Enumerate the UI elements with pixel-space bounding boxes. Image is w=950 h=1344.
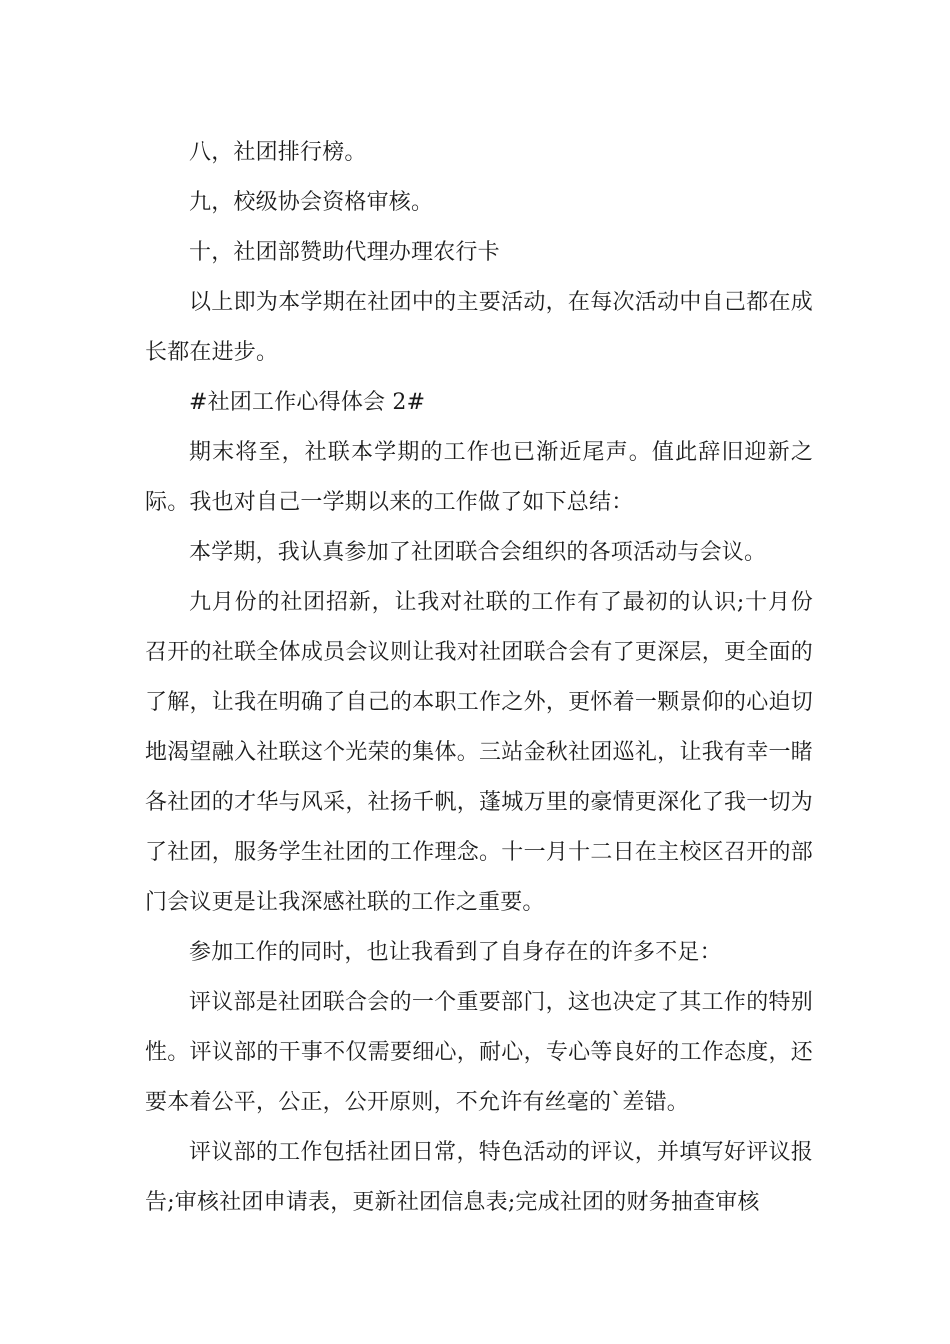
document-body: [145, 128, 813, 1228]
paragraph-intro: 期末将至，社联本学期的工作也已渐近尾声。值此辞旧迎新之际。我也对自己一学期以来的工作做了如下总结：: [145, 440, 813, 515]
paragraph-summary: 以上即为本学期在社团中的主要活动，在每次活动中自己都在成长都在进步。: [145, 290, 813, 365]
paragraph-item-10: 十，社团部赞助代理办理农行卡: [189, 240, 500, 265]
section-heading: #社团工作心得体会 2#: [189, 390, 426, 415]
paragraph-participation: 本学期，我认真参加了社团联合会组织的各项活动与会议。: [189, 540, 767, 565]
paragraph-shortcomings: 参加工作的同时，也让我看到了自身存在的许多不足：: [189, 940, 722, 965]
paragraph-item-9: 九，校级协会资格审核。: [189, 190, 434, 215]
paragraph-item-8: 八，社团排行榜。: [189, 140, 367, 165]
paragraph-review-dept: 评议部是社团联合会的一个重要部门，这也决定了其工作的特别性。评议部的干事不仅需要细心，耐心，专心等良好的工作态度，还要本着公平，公正，公开原则，不允许有丝毫的`差错。: [145, 990, 813, 1115]
paragraph-review-work: 评议部的工作包括社团日常，特色活动的评议，并填写好评议报告;审核社团申请表，更新社团信息表;完成社团的财务抽查审核: [145, 1140, 813, 1215]
paragraph-september: 九月份的社团招新，让我对社联的工作有了最初的认识;十月份召开的社联全体成员会议则让我对社团联合会有了更深层，更全面的了解，让我在明确了自己的本职工作之外，更怀着一颗景仰的心迫切地渴望融入社联这个光荣的集体。三站金秋社团巡礼，让我有幸一睹各社团的才华与风采，社扬千帆，蓬城万里的豪情更深化了我一切为了社团，服务学生社团的工作理念。十一月十二日在主校区召开的部门会议更是让我深感社联的工作之重要。: [145, 590, 813, 915]
